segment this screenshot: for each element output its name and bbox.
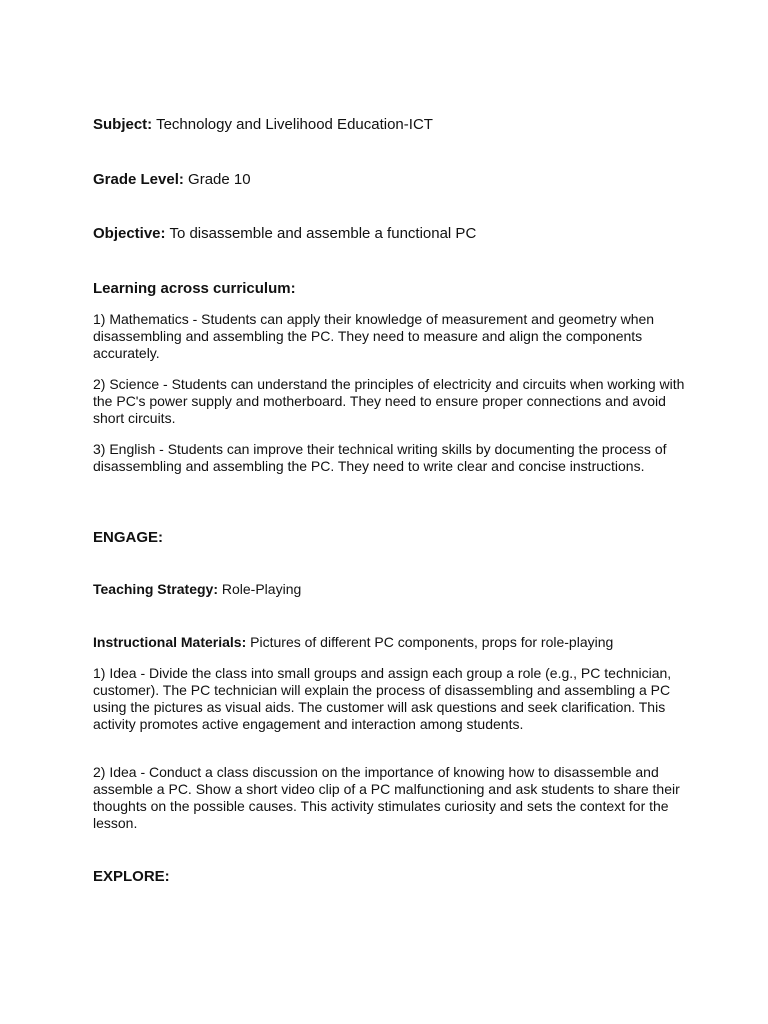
grade-level-label: Grade Level: bbox=[93, 171, 184, 188]
subject-value: Technology and Livelihood Education-ICT bbox=[156, 116, 433, 133]
engage-heading: ENGAGE: bbox=[93, 529, 164, 546]
objective-label: Objective: bbox=[93, 225, 166, 242]
instructional-materials-label: Instructional Materials: bbox=[93, 634, 247, 650]
subject-line bbox=[93, 116, 693, 133]
objective-line bbox=[93, 225, 693, 242]
curriculum-item-english: 3) English - Students can improve their technical writing skills by documenting the process of disassembling and assembling the PC. They need to write clear and concise instructions. bbox=[93, 441, 667, 474]
teaching-strategy-line bbox=[93, 581, 693, 598]
curriculum-item-science: 2) Science - Students can understand the principles of electricity and circuits when working with the PC's power supply and motherboard. They need to ensure proper connections and avoid short circuits. bbox=[93, 376, 685, 426]
explore-heading: EXPLORE: bbox=[93, 868, 170, 885]
objective-value: To disassemble and assemble a functional PC bbox=[169, 225, 477, 242]
instructional-materials-value: Pictures of different PC components, props for role-playing bbox=[250, 634, 614, 650]
engage-idea-1: 1) Idea - Divide the class into small groups and assign each group a role (e.g., PC technician, customer). The PC technician will explain the process of disassembling and assembling a PC using the pictures as visual aids. The customer will ask questions and seek clarification. This activity promotes active engagement and interaction among students. bbox=[93, 665, 672, 732]
grade-level-value: Grade 10 bbox=[188, 171, 251, 188]
engage-idea-2: 2) Idea - Conduct a class discussion on the importance of knowing how to disassemble and assemble a PC. Show a short video clip of a PC malfunctioning and ask students to share their thoughts on the possible causes. This activity stimulates curiosity and sets the context for the lesson. bbox=[93, 764, 680, 831]
curriculum-heading: Learning across curriculum: bbox=[93, 280, 296, 297]
teaching-strategy-label: Teaching Strategy: bbox=[93, 581, 218, 597]
subject-label: Subject: bbox=[93, 116, 153, 133]
grade-level-line bbox=[93, 171, 693, 188]
instructional-materials-line bbox=[93, 634, 693, 651]
curriculum-item-math: 1) Mathematics - Students can apply their knowledge of measurement and geometry when disassembling and assembling the PC. They need to measure and align the components accurately. bbox=[93, 311, 655, 361]
teaching-strategy-value: Role-Playing bbox=[221, 581, 302, 597]
